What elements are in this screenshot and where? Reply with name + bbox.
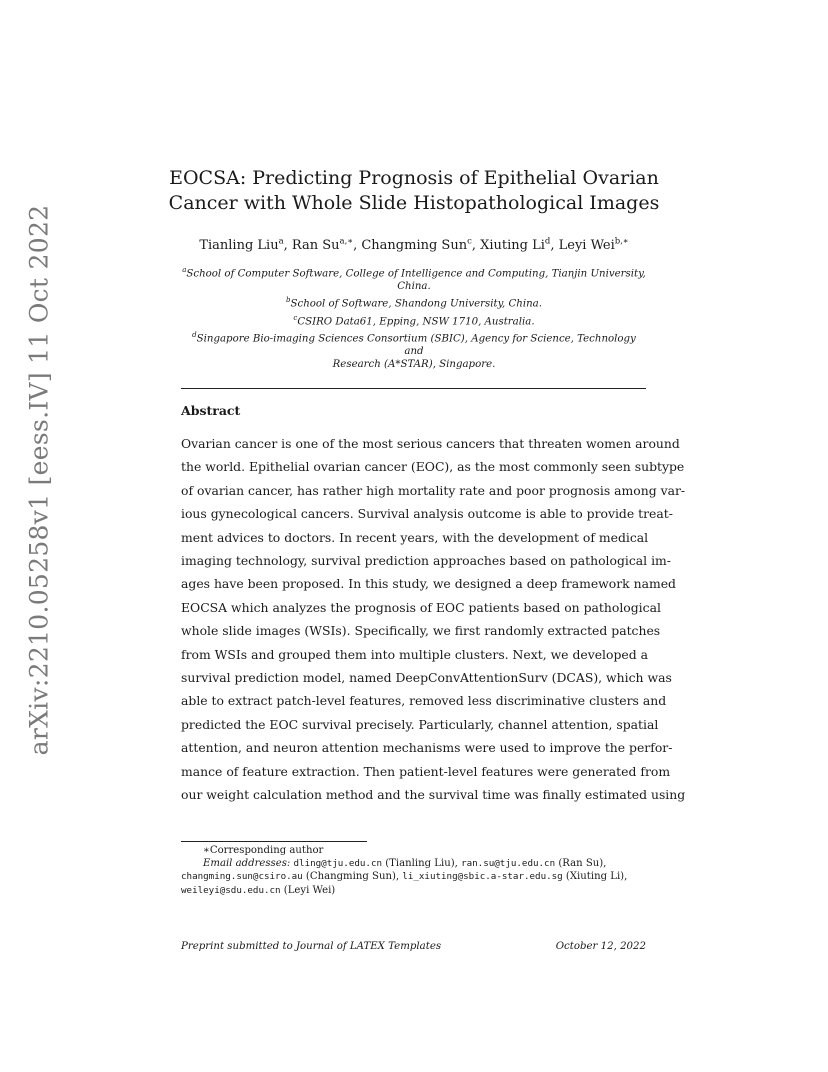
abstract-line: ages have been proposed. In this study, we designed a deep framework named <box>181 576 676 592</box>
abstract-heading: Abstract <box>181 403 241 418</box>
email-link[interactable]: li_xiuting@sbic.a-star.edu.sg <box>402 871 563 883</box>
footnote <box>181 844 646 897</box>
paper-title <box>140 166 688 216</box>
abstract-line: ious gynecological cancers. Survival analysis outcome is able to provide treat- <box>181 506 673 522</box>
abstract-body <box>181 432 686 807</box>
abstract-line: of ovarian cancer, has rather high mortality rate and poor prognosis among var- <box>181 482 686 498</box>
abstract-line: the world. Epithelial ovarian cancer (EOC), as the most commonly seen subtype <box>181 459 685 475</box>
corresponding-author-note: ∗Corresponding author <box>203 845 324 856</box>
email-addresses-line-1: Email addresses: dling@tju.edu.cn (Tianling Liu), ran.su@tju.edu.cn (Ran Su), <box>203 858 607 870</box>
email-link[interactable]: changming.sun@csiro.au <box>181 871 303 883</box>
affiliation-c: $^c$CSIRO Data61, Epping, NSW 1710, Australia. <box>293 313 535 327</box>
affiliation-a-cont: China. <box>397 281 431 293</box>
abstract-line: whole slide images (WSIs). Specifically, we first randomly extracted patches <box>181 623 661 639</box>
arxiv-identifier-stamp <box>14 204 64 756</box>
author-list <box>140 233 688 255</box>
title-line-2: Cancer with Whole Slide Histopathological Images <box>168 192 660 214</box>
abstract-line: Ovarian cancer is one of the most serious cancers that threaten women around <box>181 436 680 451</box>
arxiv-identifier: arXiv:2210.05258v1 [eess.IV] 11 Oct 2022 <box>24 204 54 756</box>
footnote-rule <box>181 841 367 842</box>
email-addresses-line-2: changming.sun@csiro.au (Changming Sun), li_xiuting@sbic.a-star.edu.sg (Xiuting Li), <box>181 871 628 883</box>
email-link[interactable]: weileyi@sdu.edu.cn <box>181 884 281 896</box>
abstract-line: mance of feature extraction. Then patient-level features were generated from <box>181 763 671 779</box>
affiliation-b: $^b$School of Software, Shandong University, China. <box>286 296 542 310</box>
author: Leyi Wei$^{b,∗}$ <box>558 237 629 254</box>
abstract-line: imaging technology, survival prediction approaches based on pathological im- <box>181 553 671 569</box>
affiliation-a: $^a$School of Computer Software, College of Intelligence and Computing, Tianjin University, <box>182 266 646 280</box>
abstract-line: from WSIs and grouped them into multiple clusters. Next, we developed a <box>181 646 648 662</box>
abstract-line: attention, and neuron attention mechanisms were used to improve the perfor- <box>181 740 673 756</box>
preprint-note: Preprint submitted to Journal of LATEX Templates <box>181 941 442 952</box>
abstract-line: our weight calculation method and the survival time was finally estimated using <box>181 787 686 803</box>
abstract-line: ment advices to doctors. In recent years, with the development of medical <box>181 529 649 545</box>
affiliation-d: $^d$Singapore Bio-imaging Sciences Consortium (SBIC), Agency for Science, Technology and <box>192 330 636 358</box>
email-link[interactable]: dling@tju.edu.cn <box>293 858 383 870</box>
abstract-line: predicted the EOC survival precisely. Particularly, channel attention, spatial <box>181 716 659 732</box>
author: Xiuting Li$^d$, <box>480 237 559 254</box>
email-addresses-line-3: weileyi@sdu.edu.cn (Leyi Wei) <box>181 884 336 896</box>
affiliations <box>182 264 646 372</box>
preprint-date: October 12, 2022 <box>555 941 646 952</box>
author: Changming Sun$^c$, <box>361 237 481 254</box>
author: Ran $Su^{a,∗}$, <box>291 237 362 254</box>
title-line-1: EOCSA: Predicting Prognosis of Epithelial Ovarian <box>169 167 659 189</box>
abstract-line: survival prediction model, named DeepConvAttentionSurv (DCAS), which was <box>181 670 672 686</box>
affiliation-d-cont: Research (A*STAR), Singapore. <box>332 359 496 370</box>
abstract-line: able to extract patch-level features, removed less discriminative clusters and <box>181 693 667 709</box>
abstract-top-rule <box>181 388 646 389</box>
author: Tianling Liu$^a$, <box>199 237 292 254</box>
email-link[interactable]: ran.su@tju.edu.cn <box>461 858 556 870</box>
abstract-line: EOCSA which analyzes the prognosis of EOC patients based on pathological <box>181 599 661 615</box>
